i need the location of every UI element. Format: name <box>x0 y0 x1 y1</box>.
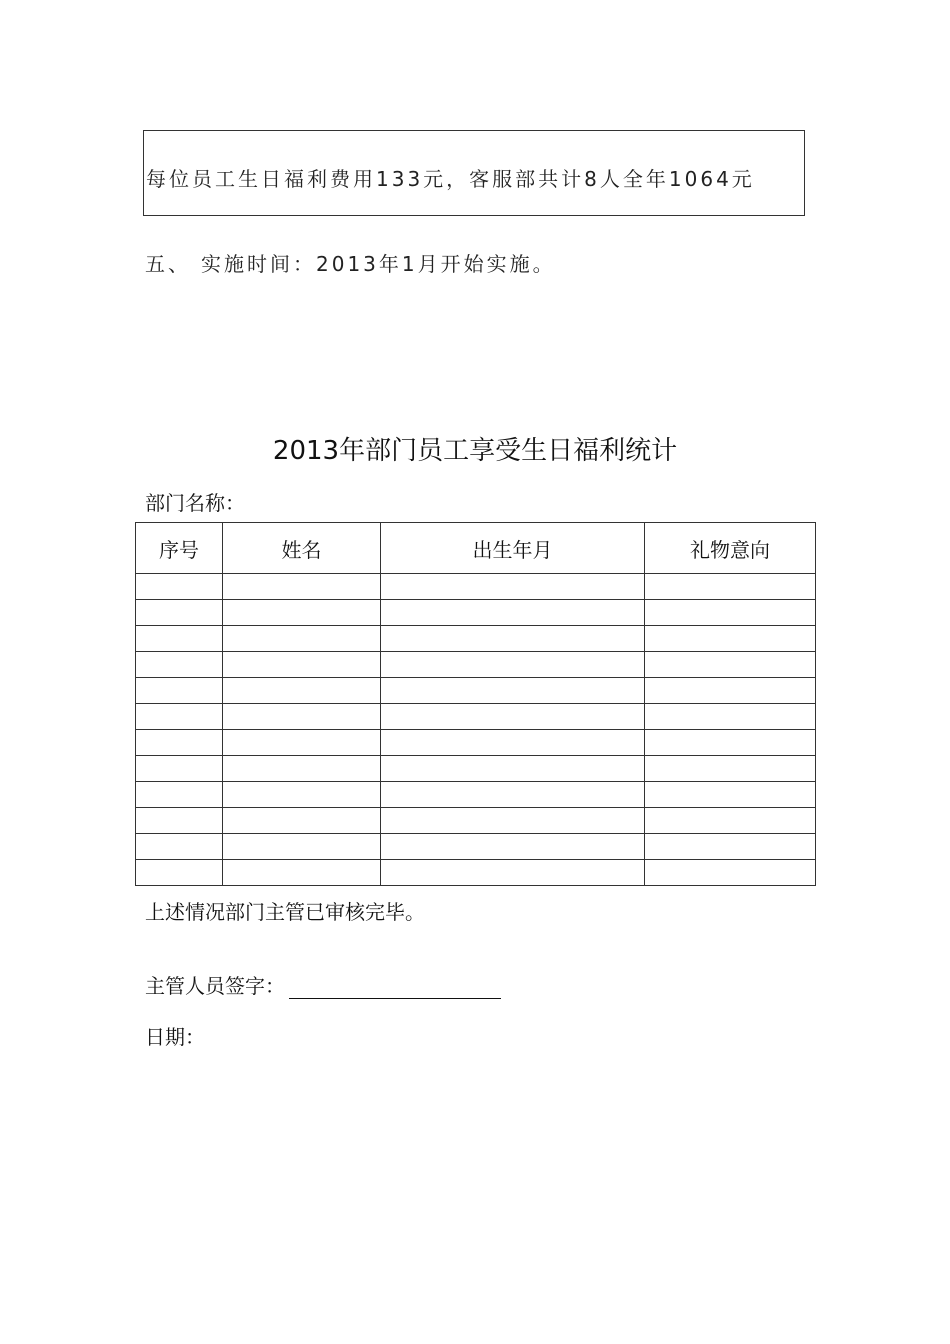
table-cell[interactable] <box>136 678 223 704</box>
table-cell[interactable] <box>645 574 816 600</box>
table-row <box>136 834 816 860</box>
table-cell[interactable] <box>223 626 381 652</box>
table-cell[interactable] <box>381 756 645 782</box>
table-cell[interactable] <box>136 782 223 808</box>
table-cell[interactable] <box>136 626 223 652</box>
confirmation-text: 上述情况部门主管已审核完毕。 <box>145 900 425 924</box>
table-cell[interactable] <box>223 860 381 886</box>
table-row <box>136 756 816 782</box>
table-cell[interactable] <box>223 756 381 782</box>
header-gift-preference: 礼物意向 <box>645 523 816 574</box>
cost-note-box <box>143 130 805 216</box>
table-cell[interactable] <box>381 600 645 626</box>
table-cell[interactable] <box>136 730 223 756</box>
table-cell[interactable] <box>645 626 816 652</box>
table-cell[interactable] <box>223 600 381 626</box>
table-cell[interactable] <box>381 704 645 730</box>
table-row <box>136 730 816 756</box>
table-cell[interactable] <box>381 574 645 600</box>
table-cell[interactable] <box>223 574 381 600</box>
department-name-label: 部门名称： <box>145 491 245 515</box>
table-cell[interactable] <box>136 600 223 626</box>
table-row <box>136 600 816 626</box>
birthday-welfare-table <box>135 522 816 886</box>
table-header-row <box>136 523 816 574</box>
table-cell[interactable] <box>223 834 381 860</box>
table-row <box>136 860 816 886</box>
table-cell[interactable] <box>645 730 816 756</box>
table-cell[interactable] <box>645 782 816 808</box>
table-cell[interactable] <box>381 730 645 756</box>
table-cell[interactable] <box>223 808 381 834</box>
table-row <box>136 678 816 704</box>
table-cell[interactable] <box>645 704 816 730</box>
cost-note-text: 每位员工生日福利费用133元，客服部共计8人全年1064元 <box>146 167 755 191</box>
section-number: 五、 <box>145 252 191 276</box>
table-cell[interactable] <box>645 600 816 626</box>
table-row <box>136 808 816 834</box>
table-cell[interactable] <box>136 834 223 860</box>
table-cell[interactable] <box>136 704 223 730</box>
table-cell[interactable] <box>223 678 381 704</box>
header-serial-number: 序号 <box>136 523 223 574</box>
section-text: 实施时间：2013年1月开始实施。 <box>201 252 556 276</box>
header-birth-month: 出生年月 <box>381 523 645 574</box>
table-cell[interactable] <box>381 678 645 704</box>
table-cell[interactable] <box>645 756 816 782</box>
table-cell[interactable] <box>381 652 645 678</box>
table-cell[interactable] <box>381 860 645 886</box>
table-cell[interactable] <box>381 782 645 808</box>
date-label: 日期： <box>145 1025 205 1049</box>
table-cell[interactable] <box>223 704 381 730</box>
header-name: 姓名 <box>223 523 381 574</box>
table-cell[interactable] <box>645 652 816 678</box>
table-row <box>136 574 816 600</box>
table-cell[interactable] <box>223 782 381 808</box>
table-row <box>136 704 816 730</box>
table-cell[interactable] <box>381 808 645 834</box>
table-cell[interactable] <box>136 574 223 600</box>
table-cell[interactable] <box>381 834 645 860</box>
table-cell[interactable] <box>223 652 381 678</box>
table-cell[interactable] <box>645 860 816 886</box>
table-row <box>136 782 816 808</box>
table-row <box>136 626 816 652</box>
table-cell[interactable] <box>136 652 223 678</box>
table-cell[interactable] <box>223 730 381 756</box>
table-cell[interactable] <box>645 678 816 704</box>
signature-label: 主管人员签字： <box>145 974 285 998</box>
table-cell[interactable] <box>136 860 223 886</box>
implementation-time-section <box>145 248 556 277</box>
table-cell[interactable] <box>136 756 223 782</box>
table-cell[interactable] <box>645 808 816 834</box>
form-title: 2013年部门员工享受生日福利统计 <box>272 436 678 466</box>
table-cell[interactable] <box>645 834 816 860</box>
table-cell[interactable] <box>136 808 223 834</box>
table-body <box>136 574 816 886</box>
table-cell[interactable] <box>381 626 645 652</box>
signature-field[interactable] <box>289 976 501 999</box>
table-row <box>136 652 816 678</box>
signature-row <box>145 970 501 999</box>
